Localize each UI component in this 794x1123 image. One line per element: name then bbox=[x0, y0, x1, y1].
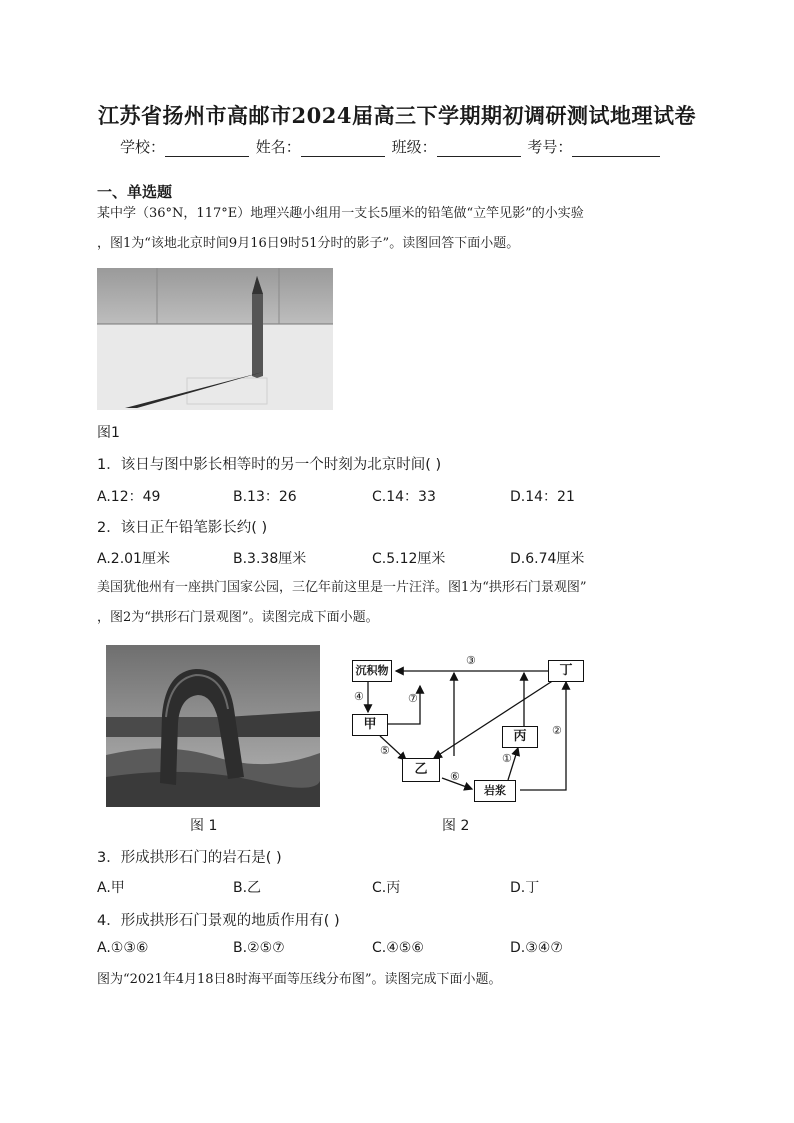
stone-arch-photo bbox=[106, 645, 320, 807]
q2-option-d[interactable]: D.6.74厘米 bbox=[510, 551, 585, 567]
arrow-label-3: ③ bbox=[466, 654, 476, 667]
node-bing: 丙 bbox=[502, 726, 538, 748]
student-info-line bbox=[120, 136, 662, 157]
fig2-right-caption: 图 2 bbox=[442, 818, 470, 834]
arrow-label-7: ⑦ bbox=[408, 692, 418, 705]
q3-stem: 3．形成拱形石门的岩石是( ) bbox=[97, 850, 282, 866]
fig2-left-caption: 图 1 bbox=[190, 818, 218, 834]
q1-stem: 1．该日与图中影长相等时的另一个时刻为北京时间( ) bbox=[97, 457, 442, 473]
q1-option-b[interactable]: B.13：26 bbox=[233, 489, 297, 505]
section-heading: 一、单选题 bbox=[97, 183, 173, 201]
number-label: 考号： bbox=[527, 138, 573, 156]
q2-option-a[interactable]: A.2.01厘米 bbox=[97, 551, 170, 567]
q3-option-a[interactable]: A.甲 bbox=[97, 880, 125, 896]
arrow-label-1: ① bbox=[502, 752, 512, 765]
class-blank[interactable] bbox=[437, 140, 521, 157]
q3-option-d[interactable]: D.丁 bbox=[510, 880, 540, 896]
q4-option-a[interactable]: A.①③⑥ bbox=[97, 940, 149, 956]
q2-option-b[interactable]: B.3.38厘米 bbox=[233, 551, 307, 567]
number-blank[interactable] bbox=[572, 140, 660, 157]
node-ding: 丁 bbox=[548, 660, 584, 682]
name-label: 姓名： bbox=[255, 138, 301, 156]
q4-option-d[interactable]: D.③④⑦ bbox=[510, 940, 563, 956]
q4-option-c[interactable]: C.④⑤⑥ bbox=[372, 940, 424, 956]
q3-option-b[interactable]: B.乙 bbox=[233, 880, 262, 896]
q2-stem: 2．该日正午铅笔影长约( ) bbox=[97, 520, 268, 536]
node-yi: 乙 bbox=[402, 758, 440, 782]
passage2-line2: ，图2为“拱形石门景观图”。读图完成下面小题。 bbox=[97, 610, 379, 625]
q1-option-d[interactable]: D.14：21 bbox=[510, 489, 575, 505]
node-jia: 甲 bbox=[352, 714, 388, 736]
arrow-label-6: ⑥ bbox=[450, 770, 460, 783]
passage3-line: 图为“2021年4月18日8时海平面等压线分布图”。读图完成下面小题。 bbox=[97, 972, 502, 987]
q2-option-c[interactable]: C.5.12厘米 bbox=[372, 551, 446, 567]
q4-stem: 4．形成拱形石门景观的地质作用有( ) bbox=[97, 913, 340, 929]
passage1-line2: ，图1为“该地北京时间9月16日9时51分时的影子”。读图回答下面小题。 bbox=[97, 236, 520, 251]
name-blank[interactable] bbox=[301, 140, 385, 157]
passage2-line1: 美国犹他州有一座拱门国家公园，三亿年前这里是一片汪洋。图1为“拱形石门景观图” bbox=[97, 580, 587, 595]
node-magma: 岩浆 bbox=[474, 780, 516, 802]
q3-option-c[interactable]: C.丙 bbox=[372, 880, 401, 896]
passage1-line1: 某中学（36°N，117°E）地理兴趣小组用一支长5厘米的铅笔做“立竿见影”的小实验 bbox=[97, 206, 584, 221]
school-label: 学校： bbox=[120, 138, 166, 156]
arrow-label-5: ⑤ bbox=[380, 744, 390, 757]
page-title: 江苏省扬州市高邮市2024届高三下学期期初调研测试地理试卷 bbox=[98, 103, 696, 128]
q1-option-c[interactable]: C.14：33 bbox=[372, 489, 436, 505]
school-blank[interactable] bbox=[165, 140, 249, 157]
q4-option-b[interactable]: B.②⑤⑦ bbox=[233, 940, 285, 956]
fig1-caption: 图1 bbox=[97, 425, 120, 441]
class-label: 班级： bbox=[391, 138, 437, 156]
pencil-shadow-photo bbox=[97, 268, 333, 410]
arrow-label-4: ④ bbox=[354, 690, 364, 703]
node-sediment: 沉积物 bbox=[352, 660, 392, 682]
q1-option-a[interactable]: A.12：49 bbox=[97, 489, 161, 505]
rock-cycle-diagram bbox=[346, 652, 592, 804]
arrow-label-2: ② bbox=[552, 724, 562, 737]
